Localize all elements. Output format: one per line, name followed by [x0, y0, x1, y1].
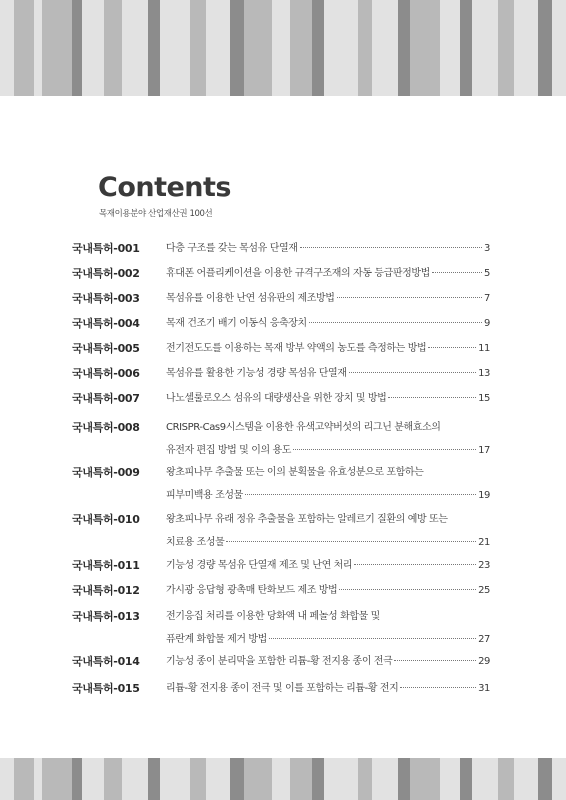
dot-leader — [226, 541, 476, 542]
toc-entry-code: 국내특허-009 — [72, 466, 140, 479]
toc-page-number: 17 — [478, 445, 490, 456]
toc-page-number: 31 — [478, 683, 490, 694]
toc-entry-code: 국내특허-011 — [72, 559, 140, 572]
toc-entry-title-row — [166, 534, 490, 552]
toc-entry-title-row — [166, 365, 490, 383]
toc-page-number: 19 — [478, 490, 490, 501]
dot-leader — [337, 297, 482, 298]
toc-entry-code: 국내특허-013 — [72, 610, 140, 623]
toc-entry-code: 국내특허-006 — [72, 367, 140, 380]
toc-page-number: 23 — [478, 560, 490, 571]
toc-page-number: 11 — [478, 343, 490, 354]
toc-entry-title-line: CRISPR-Cas9시스템을 이용한 유색고약버섯의 리그닌 분해효소의 — [166, 422, 441, 433]
toc-entry-code: 국내특허-002 — [72, 267, 140, 280]
page-title: Contents — [98, 172, 232, 203]
dot-leader — [309, 322, 482, 323]
toc-entry-code: 국내특허-012 — [72, 584, 140, 597]
toc-entry-title: 리튬-황 전지용 종이 전극 및 이를 포함하는 리튬-황 전지 — [166, 683, 399, 694]
toc-entry-code: 국내특허-007 — [72, 392, 140, 405]
toc-page-number: 13 — [478, 368, 490, 379]
toc-entry-title: 목재 건조기 배기 이동식 응축장치 — [166, 318, 307, 329]
toc-entry-title-row — [166, 340, 490, 358]
toc-entry-code: 국내특허-008 — [72, 421, 140, 434]
toc-entry-code: 국내특허-005 — [72, 342, 140, 355]
toc-entry-title: 다층 구조를 갖는 목섬유 단열재 — [166, 243, 298, 254]
dot-leader — [293, 449, 476, 450]
dot-leader — [300, 247, 483, 248]
toc-entry-title-row — [166, 653, 490, 671]
toc-entry-title-row — [166, 557, 490, 575]
toc-entry-title-row — [166, 390, 490, 408]
toc-entry-title: 목섬유를 이용한 난연 섬유판의 제조방법 — [166, 293, 335, 304]
toc-entry-title: 기능성 종이 분리막을 포함한 리튬-황 전지용 종이 전극 — [166, 656, 393, 667]
toc-entry-title-row — [166, 290, 490, 308]
page-subtitle: 목재이용분야 산업재산권 100선 — [99, 209, 213, 219]
toc-entry-title-line: 전기응집 처리를 이용한 당화액 내 페놀성 화합물 및 — [166, 611, 380, 622]
dot-leader — [354, 564, 476, 565]
toc-entry-title: 나노셀룰로오스 섬유의 대량생산을 위한 장치 및 방법 — [166, 393, 387, 404]
dot-leader — [400, 687, 476, 688]
toc-entry-title-line: 왕초피나무 추출물 또는 이의 분획물을 유효성분으로 포함하는 — [166, 467, 424, 478]
toc-entry-title-row — [166, 631, 490, 649]
toc-entry-code: 국내특허-001 — [72, 242, 140, 255]
toc-entry-code: 국내특허-003 — [72, 292, 140, 305]
dot-leader — [388, 397, 476, 398]
toc-page-number: 9 — [484, 318, 490, 329]
toc-page-number: 29 — [478, 656, 490, 667]
toc-entry-title: 치료용 조성물 — [166, 537, 225, 548]
toc-entry-code: 국내특허-015 — [72, 682, 140, 695]
dot-leader — [428, 347, 476, 348]
toc-entry-title: 퓨란계 화합물 제거 방법 — [166, 634, 267, 645]
toc-page-number: 15 — [478, 393, 490, 404]
toc-entry-title-row — [166, 487, 490, 505]
toc-entry-title-row — [166, 442, 490, 460]
toc-entry-title: 기능성 경량 목섬유 단열재 제조 및 난연 처리 — [166, 560, 353, 571]
toc-entry-title-row — [166, 265, 490, 283]
toc-entry-title-row — [166, 240, 490, 258]
toc-entry-title: 가시광 응답형 광촉매 탄화보드 제조 방법 — [166, 585, 338, 596]
toc-page-number: 3 — [484, 243, 490, 254]
toc-page-number: 25 — [478, 585, 490, 596]
toc-entry-title: 유전자 편집 방법 및 이의 용도 — [166, 445, 292, 456]
dot-leader — [269, 638, 476, 639]
toc-entry-code: 국내특허-014 — [72, 655, 140, 668]
dot-leader — [349, 372, 476, 373]
dot-leader — [339, 589, 476, 590]
toc-page-number: 7 — [484, 293, 490, 304]
toc-page-number: 5 — [484, 268, 490, 279]
dot-leader — [394, 660, 476, 661]
toc-entry-title: 전기전도도를 이용하는 목재 방부 약액의 농도를 측정하는 방법 — [166, 343, 427, 354]
dot-leader — [245, 494, 476, 495]
toc-entry-title-row — [166, 680, 490, 698]
toc-entry-title-line: 왕초피나무 유래 정유 추출물을 포함하는 알레르기 질환의 예방 또는 — [166, 514, 448, 525]
toc-entry-title-row — [166, 582, 490, 600]
toc-page-number: 27 — [478, 634, 490, 645]
dot-leader — [432, 272, 482, 273]
toc-entry-title: 휴대폰 어플리케이션을 이용한 규격구조재의 자동 등급판정방법 — [166, 268, 430, 279]
toc-entry-code: 국내특허-010 — [72, 513, 140, 526]
toc-page-number: 21 — [478, 537, 490, 548]
toc-entry-title-row — [166, 315, 490, 333]
toc-entry-code: 국내특허-004 — [72, 317, 140, 330]
toc-entry-title: 피부미백용 조성물 — [166, 490, 243, 501]
toc-entry-title: 목섬유를 활용한 기능성 경량 목섬유 단열재 — [166, 368, 347, 379]
